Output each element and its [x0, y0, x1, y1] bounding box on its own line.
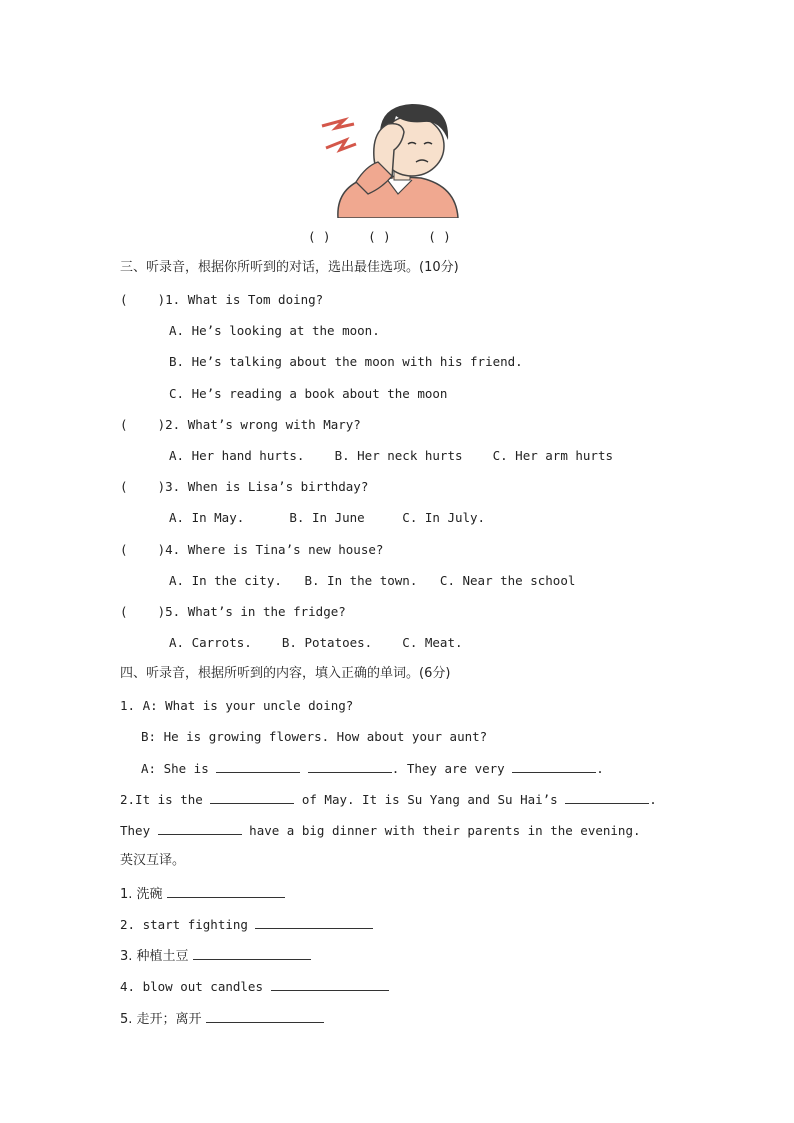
question-1: ( )1. What is Tom doing?	[120, 292, 324, 307]
text-fragment: 2.It is the	[120, 792, 211, 807]
answer-paren[interactable]: ( )	[428, 229, 451, 244]
q1-option-b: B. He’s talking about the moon with his friend.	[169, 354, 523, 369]
question-4: ( )4. Where is Tina’s new house?	[120, 542, 384, 557]
fill-blank[interactable]	[206, 1010, 324, 1023]
text-fragment: .	[596, 761, 604, 776]
translate-item-1	[120, 885, 285, 903]
dialog-line-2: B: He is growing flowers. How about your aunt?	[141, 729, 488, 744]
q1-option-a: A. He’s looking at the moon.	[169, 323, 380, 338]
text-fragment: have a big dinner with their parents in the evening.	[241, 823, 641, 838]
text-fragment: A: She is	[141, 761, 217, 776]
translate-prompt: 3. 种植土豆	[120, 949, 193, 964]
text-fragment: of May. It is Su Yang and Su Hai’s	[294, 792, 566, 807]
fill-blank[interactable]	[255, 916, 373, 929]
question-2: ( )2. What’s wrong with Mary?	[120, 417, 361, 432]
answer-paren[interactable]: ( )	[308, 229, 331, 244]
dialog-line-1: 1. A: What is your uncle doing?	[120, 698, 354, 713]
text-fragment: . They are very	[391, 761, 513, 776]
text-fragment: They	[120, 823, 158, 838]
fill-blank[interactable]	[216, 760, 300, 773]
q4-options: A. In the city. B. In the town. C. Near the school	[169, 573, 576, 588]
translate-item-5	[120, 1010, 324, 1028]
fill-blank[interactable]	[210, 791, 294, 804]
translate-prompt: 5. 走开；离开	[120, 1012, 206, 1027]
section3-heading: 三、听录音，根据你所听到的对话，选出最佳选项。(10分)	[120, 260, 459, 275]
translate-item-4	[120, 978, 389, 995]
q2-options: A. Her hand hurts. B. Her neck hurts C. Her arm hurts	[169, 448, 614, 463]
passage-line-1	[120, 791, 657, 808]
fill-blank[interactable]	[565, 791, 649, 804]
fill-blank[interactable]	[167, 885, 285, 898]
translate-prompt: 4. blow out candles	[120, 979, 271, 994]
q5-options: A. Carrots. B. Potatoes. C. Meat.	[169, 635, 463, 650]
translate-prompt: 2. start fighting	[120, 917, 256, 932]
answer-paren[interactable]: ( )	[368, 229, 391, 244]
picture-answer-parens	[308, 229, 481, 244]
fill-blank[interactable]	[512, 760, 596, 773]
translate-item-2	[120, 916, 373, 933]
question-5: ( )5. What’s in the fridge?	[120, 604, 346, 619]
dialog-line-3	[141, 760, 604, 777]
fill-blank[interactable]	[158, 822, 242, 835]
fill-blank[interactable]	[271, 978, 389, 991]
question-3: ( )3. When is Lisa’s birthday?	[120, 479, 369, 494]
q1-option-c: C. He’s reading a book about the moon	[169, 386, 448, 401]
fill-blank[interactable]	[308, 760, 392, 773]
translate-prompt: 1. 洗碗	[120, 887, 167, 902]
text-fragment: .	[649, 792, 657, 807]
passage-line-2	[120, 822, 641, 839]
translate-heading: 英汉互译。	[120, 853, 186, 868]
translate-item-3	[120, 947, 311, 965]
fill-blank[interactable]	[193, 947, 311, 960]
q3-options: A. In May. B. In June C. In July.	[169, 510, 486, 525]
section4-heading: 四、听录音，根据所听到的内容，填入正确的单词。(6分)	[120, 666, 451, 681]
headache-boy-illustration	[316, 98, 466, 218]
